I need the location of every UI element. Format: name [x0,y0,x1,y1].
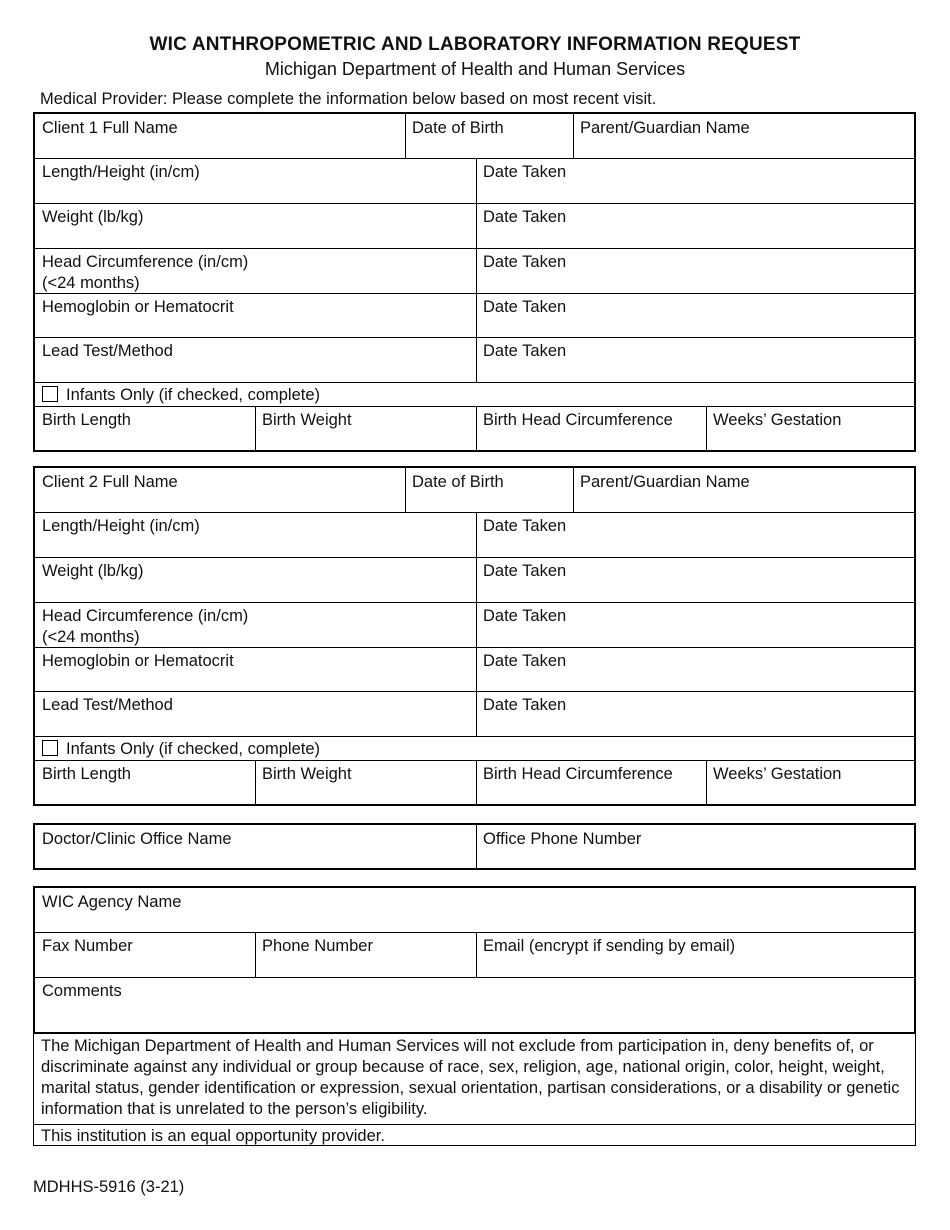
client1-section [33,112,916,452]
office-section [33,823,916,870]
client2-head-field[interactable] [35,602,476,647]
client2-infants-checkbox[interactable] [42,740,58,756]
wic-comments-field[interactable]: Comments [42,982,122,1000]
client1-head-date-field[interactable]: Date Taken [483,253,567,271]
form-title: WIC ANTHROPOMETRIC AND LABORATORY INFORMATION REQUEST [149,34,801,55]
client1-head-label: Head Circumference (in/cm) [42,253,249,271]
client1-head-note: (<24 months) [42,273,140,292]
client2-hemoglobin-field[interactable]: Hemoglobin or Hematocrit [42,652,234,670]
client1-hemoglobin-date-field[interactable]: Date Taken [483,298,567,316]
client1-dob-field[interactable]: Date of Birth [412,119,504,137]
client2-weight-field[interactable]: Weight (lb/kg) [42,562,144,580]
client2-birth-head-field[interactable]: Birth Head Circumference [483,765,673,783]
client2-name-field[interactable]: Client 2 Full Name [42,473,178,491]
client1-head-field[interactable] [35,248,476,293]
wic-fax-field[interactable]: Fax Number [42,937,133,955]
client2-infants-row [35,736,916,760]
client1-infants-row [35,382,916,406]
client2-section [33,466,916,806]
client1-weight-field[interactable]: Weight (lb/kg) [42,208,144,226]
client1-lead-field[interactable]: Lead Test/Method [42,342,173,360]
client1-birth-length-field[interactable]: Birth Length [42,411,131,429]
client1-lead-date-field[interactable]: Date Taken [483,342,567,360]
client2-head-date-field[interactable]: Date Taken [483,607,567,625]
client2-length-field[interactable]: Length/Height (in/cm) [42,517,200,535]
equal-opportunity-text: This institution is an equal opportunity provider. [41,1127,385,1145]
client1-parent-field[interactable]: Parent/Guardian Name [580,119,750,137]
form-id: MDHHS-5916 (3-21) [33,1178,185,1196]
client2-parent-field[interactable]: Parent/Guardian Name [580,473,750,491]
wic-section [33,886,916,1034]
client2-dob-field[interactable]: Date of Birth [412,473,504,491]
client1-infants-checkbox[interactable] [42,386,58,402]
wic-email-field[interactable]: Email (encrypt if sending by email) [483,937,736,955]
client2-head-note: (<24 months) [42,627,140,646]
nondiscrimination-notice [33,1032,916,1146]
client2-gestation-field[interactable]: Weeks’ Gestation [713,765,842,783]
wic-phone-field[interactable]: Phone Number [262,937,373,955]
client1-gestation-field[interactable]: Weeks’ Gestation [713,411,842,429]
client1-length-date-field[interactable]: Date Taken [483,163,567,181]
client1-birth-head-field[interactable]: Birth Head Circumference [483,411,673,429]
client2-head-label: Head Circumference (in/cm) [42,607,249,625]
client2-infants-label: Infants Only (if checked, complete) [66,740,321,758]
client2-birth-length-field[interactable]: Birth Length [42,765,131,783]
form-subtitle: Michigan Department of Health and Human Services [264,59,686,79]
nondiscrimination-text: The Michigan Department of Health and Human Services will not exclude from participation in, deny benefits of, or discriminate against any individual or group because of race, sex, religion, age, national origin, color, height, weight, marital status, gender identification or expression, sexual orientation, partisan considerations, or a disability or genetic information that is unrelated to the person’s eligibility. [41,1037,900,1118]
client2-weight-date-field[interactable]: Date Taken [483,562,567,580]
instructions: Medical Provider: Please complete the information below based on most recent visit. [40,90,657,108]
client2-length-date-field[interactable]: Date Taken [483,517,567,535]
office-name-field[interactable]: Doctor/Clinic Office Name [42,830,232,848]
client1-length-field[interactable]: Length/Height (in/cm) [42,163,200,181]
office-phone-field[interactable]: Office Phone Number [483,830,642,848]
client1-weight-date-field[interactable]: Date Taken [483,208,567,226]
client2-lead-date-field[interactable]: Date Taken [483,696,567,714]
client1-infants-label: Infants Only (if checked, complete) [66,386,321,404]
client2-birth-weight-field[interactable]: Birth Weight [262,765,352,783]
client1-name-field[interactable]: Client 1 Full Name [42,119,178,137]
wic-agency-field[interactable]: WIC Agency Name [42,893,182,911]
client1-hemoglobin-field[interactable]: Hemoglobin or Hematocrit [42,298,234,316]
client1-birth-weight-field[interactable]: Birth Weight [262,411,352,429]
client2-lead-field[interactable]: Lead Test/Method [42,696,173,714]
client2-hemoglobin-date-field[interactable]: Date Taken [483,652,567,670]
